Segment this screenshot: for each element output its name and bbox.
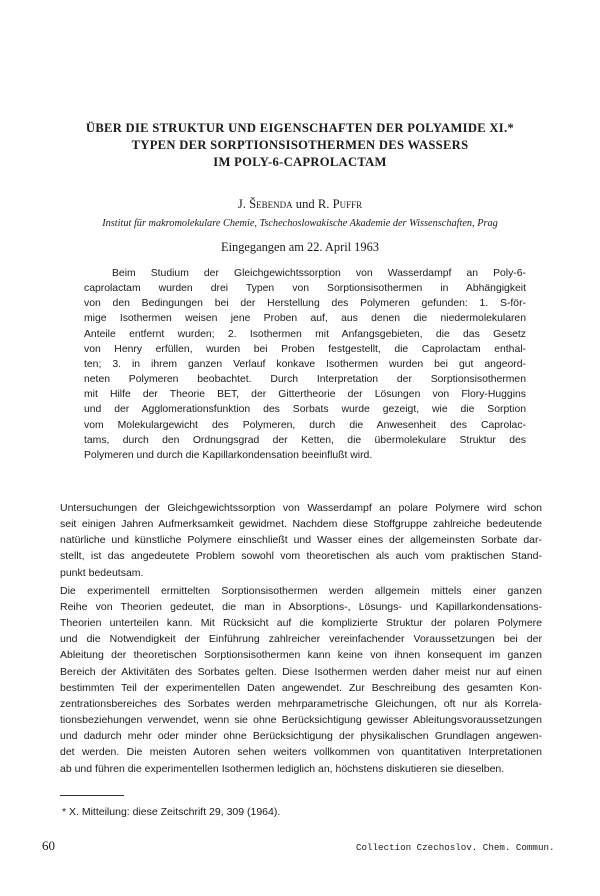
body-paragraph-2	[60, 583, 542, 777]
body-paragraph-1-line: punkt bedeutsam.	[60, 566, 144, 579]
body-paragraph-2-line: det werden. Die meisten Autoren sehen weiters vollkommen von quantitativen Interpretationen	[60, 746, 542, 759]
body-paragraph-2-line: Bereich der Aktivitäten des Sorbates gelten. Diese Isothermen werden daher meist nur auf einen	[60, 665, 542, 678]
author-1-initial: J.	[237, 197, 246, 211]
abstract-line: von Henry erfüllen, wurden bei Proben festgestellt, die Caprolactam enthal-	[84, 343, 526, 355]
page-number: 60	[42, 838, 55, 853]
institute-affiliation: Institut für makromolekulare Chemie, Tschechoslowakische Akademie der Wissenschaften, Prag	[102, 218, 498, 229]
body-paragraph-2-line: tionsbeziehungen verwendet, wenn sie ohne Berücksichtigung gewisser Ableitungsvoraussetzungen	[60, 714, 542, 727]
footnote: * X. Mitteilung: diese Zeitschrift 29, 309 (1964).	[62, 806, 281, 818]
author-2-name: Puffr	[332, 197, 363, 211]
received-date: Eingegangen am 22. April 1963	[221, 240, 379, 254]
body-paragraph-2-line: und die Notwendigkeit der Einführung zahlreicher vereinfachender Voraussetzungen bei der	[60, 633, 542, 646]
abstract-line: von den Bedingungen bei der Herstellung des Polymeren gefunden: 1. S-för-	[84, 298, 526, 310]
footnote-divider	[60, 795, 124, 796]
body-paragraph-2-line: Ableitung der theoretischen Sorptionsisothermen kann keine von ihnen konsequent im ganzen	[60, 649, 542, 662]
title-line-3: IM POLY-6-CAPROLACTAM	[213, 155, 387, 169]
title-line-2: TYPEN DER SORPTIONSISOTHERMEN DES WASSERS	[131, 138, 469, 152]
abstract-line: neten Polymeren beobachtet. Durch Interpretation der Sorptionsisothermen	[84, 374, 526, 386]
body-paragraph-2-line: bestimmten Teil der experimentellen Daten angewendet. Zur Beschreibung des gesamten Kon-	[60, 681, 542, 694]
body-paragraph-2-line: zentrationsbereiches des Sorbates werden mehrparametrische Gleichungen, oft nur als Korrela-	[60, 697, 542, 710]
body-paragraph-2-line: Reihe von Theorien gedeutet, die man in Absorptions-, Lösungs- und Kapillarkondensations-	[60, 600, 542, 613]
author-1-name: Šebenda	[249, 197, 293, 211]
author-connector: und	[295, 197, 315, 211]
abstract-line: tams, durch den Ordnungsgrad der Ketten, die übermolekulare Struktur des	[84, 434, 526, 446]
abstract-line: caprolactam wurden drei Typen von Sorptionsisothermen in Abhängigkeit	[84, 283, 526, 295]
body-paragraph-1-line: natürliche und künstliche Polymere einschließt und Wasser eines der allgemeinsten Sorbate dar-	[60, 534, 542, 547]
abstract-line: Anteile entfernt wurden; 2. Isothermen mit Anfangsgebieten, die das Gesetz	[84, 328, 526, 340]
title-line-1: ÜBER DIE STRUKTUR UND EIGENSCHAFTEN DER POLYAMIDE XI.*	[85, 121, 515, 135]
author-2-initial: R.	[317, 197, 330, 211]
body-paragraph-1-line: seit einigen Jahren Aufmerksamkeit gewidmet. Nachdem diese Stoffgruppe zahlreiche bedeutende	[60, 518, 542, 531]
abstract-line: und der Agglomerationsfunktion des Sorbats wurde gezeigt, wie die Sorption	[84, 404, 526, 416]
body-paragraph-1-line: stellt, ist das angedeutete Problem sowohl vom theoretischen als auch vom praktischen Stand-	[60, 550, 542, 563]
abstract-line: Polymeren und durch die Kapillarkondensation beeinflußt wird.	[84, 449, 373, 461]
abstract-line: Beim Studium der Gleichgewichtssorption von Wasserdampf an Poly-6-	[112, 268, 526, 279]
abstract-line: vom Molekulargewicht des Polymeren, durch die Anwesenheit des Caprolac-	[84, 419, 526, 431]
abstract	[84, 266, 526, 463]
body-paragraph-2-line: Die experimentell ermittelten Sorptionsisothermen werden allgemein mittels einer ganzen	[60, 584, 542, 597]
body-paragraph-1-line: Untersuchungen der Gleichgewichtssorption von Wasserdampf an polare Polymere wird schon	[60, 502, 542, 514]
body-paragraph-2-line: und dadurch mehr oder minder ohne Berücksichtigung der physikalischen Grundlagen angewen-	[60, 730, 542, 743]
journal-name: Collection Czechoslov. Chem. Commun.	[356, 842, 555, 853]
body-paragraph-2-line: ab und führen die experimentellen Isothermen lediglich an, höchstens diskutieren sie dieselben.	[60, 762, 505, 775]
abstract-line: mit Hilfe der Theorie BET, der Gittertheorie der Lösungen von Flory-Huggins	[84, 389, 526, 401]
body-paragraph-2-line: Theorien unterteilen kann. Mit Rücksicht auf die komplizierte Struktur der polaren Polymere	[60, 617, 542, 630]
body-text	[60, 500, 542, 777]
abstract-line: ten; 3. in ihrem ganzen Verlauf konkave Isothermen wurden bei gut angeord-	[84, 358, 526, 370]
abstract-line: mige Isothermen weisen jene Proben auf, aus denen die niedermolekularen	[84, 313, 526, 325]
authors-line	[40, 197, 560, 212]
body-paragraph-1	[60, 500, 542, 581]
article-title	[40, 120, 560, 171]
